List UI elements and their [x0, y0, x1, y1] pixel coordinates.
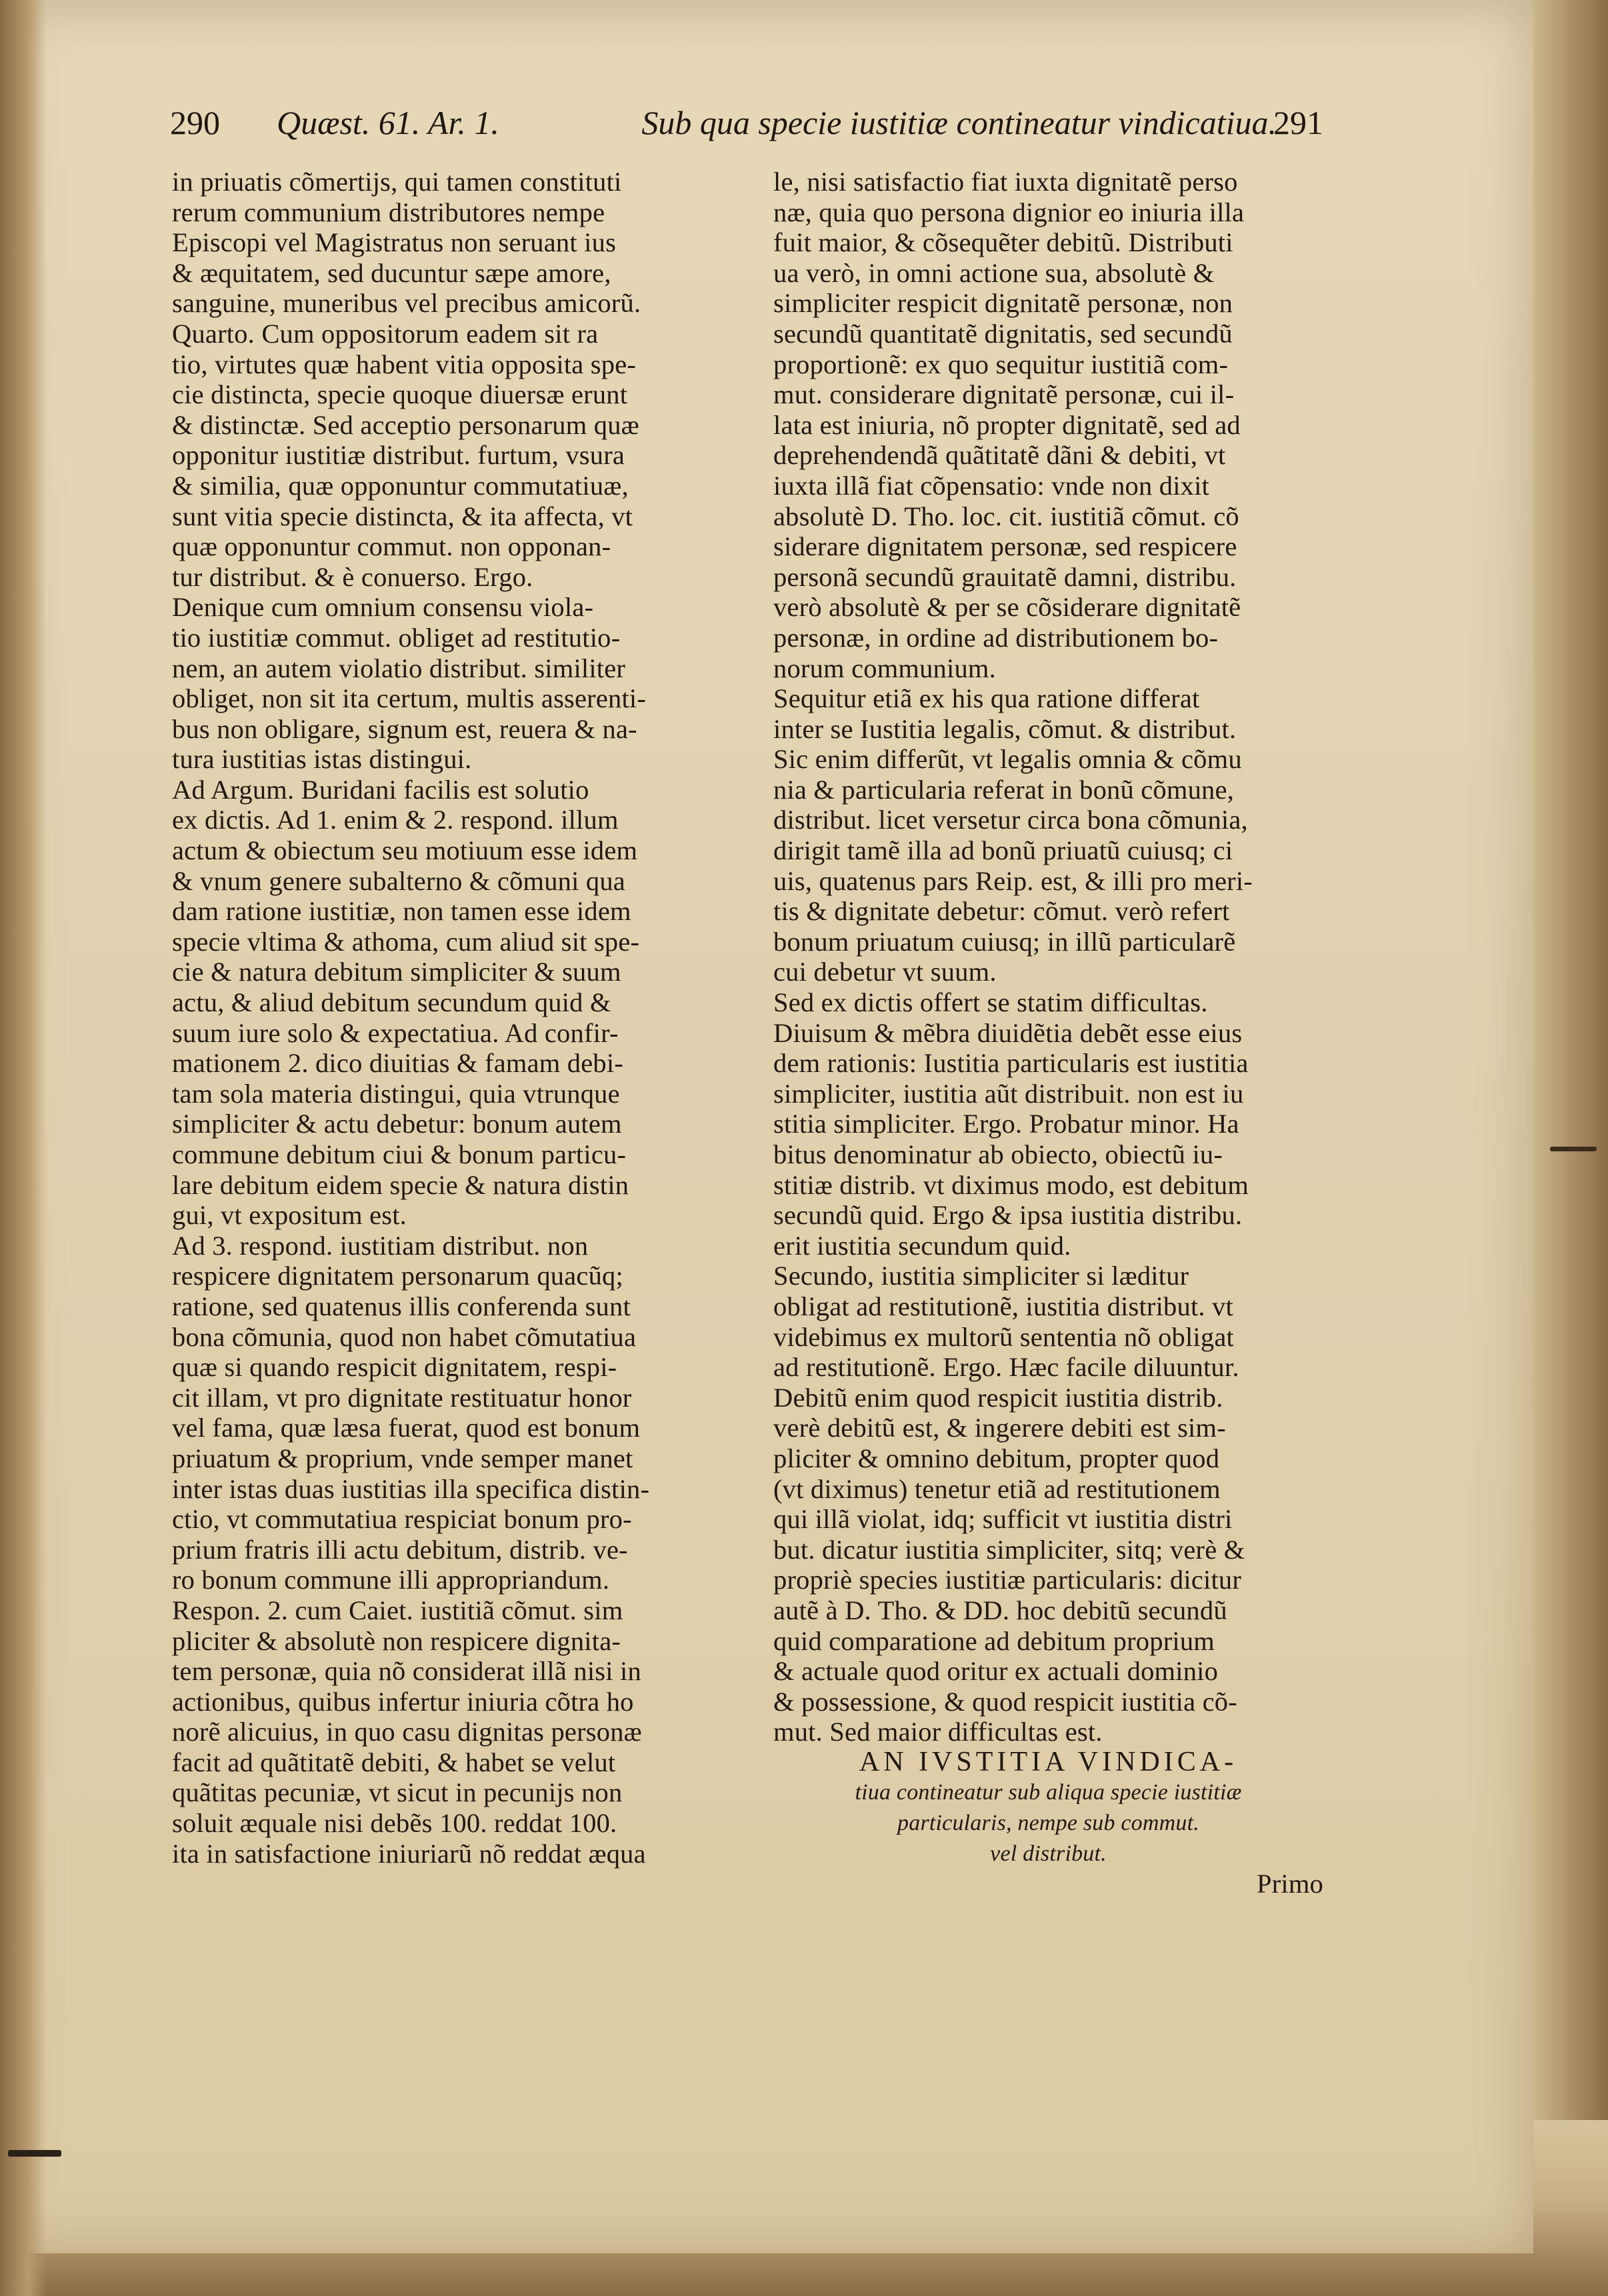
left-column-text-line: quæ si quando respicit dignitatem, respi-: [172, 1352, 617, 1383]
right-column-text-line: uis, quatenus pars Reip. est, & illi pro meri-: [773, 865, 1253, 896]
right-column-text-line: le, nisi satisfactio fiat iuxta dignitatẽ perso: [773, 167, 1238, 197]
left-column-text-line: simpliciter & actu debetur: bonum autem: [172, 1109, 622, 1139]
page-number-left: 290: [170, 104, 220, 141]
right-column-text-line: Secundo, iustitia simpliciter si læditur: [773, 1261, 1189, 1291]
left-column-text-line: norẽ alicuius, in quo casu dignitas personæ: [172, 1717, 642, 1747]
right-column-text-line: but. dicatur iustitia simpliciter, sitq; verè &: [773, 1534, 1245, 1565]
right-column-text-line: simpliciter respicit dignitatẽ personæ, non: [773, 288, 1233, 319]
section-subheading-line: vel distribut.: [990, 1841, 1107, 1866]
right-column-text-line: Sed ex dictis offert se statim difficultas.: [773, 987, 1208, 1018]
right-column-text-line: qui illã violat, idq; sufficit vt iustitia distri: [773, 1504, 1233, 1535]
catchword: Primo: [1256, 1869, 1323, 1899]
right-column: [773, 167, 1323, 1899]
left-column-text-line: ratione, sed quatenus illis conferenda sunt: [172, 1291, 631, 1321]
right-column-text-line: secundũ quantitatẽ dignitatis, sed secundũ: [773, 318, 1233, 349]
left-column-text-line: commune debitum ciui & bonum particu-: [172, 1139, 627, 1169]
right-column-text-line: nia & particularia referat in bonũ cõmune,: [773, 774, 1234, 805]
right-column-text-line: distribut. licet versetur circa bona cõmunia,: [773, 805, 1248, 835]
left-column-text-line: obliget, non sit ita certum, multis asserenti-: [172, 683, 647, 714]
section-subheading-line: tiua contineatur sub aliqua specie iustitiæ: [855, 1780, 1242, 1805]
left-column-text-line: nem, an autem violatio distribut. similiter: [172, 653, 626, 683]
left-column-text-line: pliciter & absolutè non respicere dignita-: [172, 1625, 621, 1656]
left-column-text-line: Respon. 2. cum Caiet. iustitiã cõmut. sim: [172, 1595, 623, 1625]
right-column-text-line: Sic enim differũt, vt legalis omnia & cõmu: [773, 744, 1242, 775]
binding-gutter: [0, 0, 47, 2296]
left-column-text-line: prium fratris illi actu debitum, distrib. ve-: [172, 1534, 628, 1565]
left-column-text-line: bus non obligare, signum est, reuera & na-: [172, 713, 637, 744]
left-column-text-line: Ad 3. respond. iustitiam distribut. non: [172, 1230, 589, 1261]
left-column-text-line: opponitur iustitiæ distribut. furtum, vsura: [172, 440, 625, 471]
left-column-text-line: sanguine, muneribus vel precibus amicorũ.: [172, 288, 641, 319]
left-column-text-line: Denique cum omnium consensu viola-: [172, 592, 594, 623]
running-header: [170, 103, 1323, 157]
left-column-text-line: ex dictis. Ad 1. enim & 2. respond. illum: [172, 805, 619, 835]
left-column: [172, 167, 719, 1869]
right-column-text-line: cui debetur vt suum.: [773, 957, 997, 987]
left-column-text-line: & vnum genere subalterno & cõmuni qua: [172, 865, 625, 896]
left-column-text-line: respicere dignitatem personarum quacũq;: [172, 1261, 623, 1291]
left-column-text-line: facit ad quãtitatẽ debiti, & habet se velut: [172, 1747, 616, 1777]
section-heading: AN IVSTITIA VINDICA-: [859, 1747, 1238, 1777]
right-column-text-line: secundũ quid. Ergo & ipsa iustitia distribu.: [773, 1200, 1243, 1231]
left-column-text-line: inter istas duas iustitias illa specifica distin-: [172, 1473, 650, 1504]
left-column-text-line: lare debitum eidem specie & natura distin: [172, 1169, 629, 1200]
left-column-text-line: tio, virtutes quæ habent vitia opposita spe-: [172, 349, 637, 379]
left-column-text-line: ita in satisfactione iniuriarũ nõ reddat æqua: [172, 1838, 646, 1869]
left-column-text-line: cit illam, vt pro dignitate restituatur honor: [172, 1382, 632, 1413]
right-column-text-line: personæ, in ordine ad distributionem bo-: [773, 622, 1219, 653]
left-column-text-line: specie vltima & athoma, cum aliud sit spe-: [172, 926, 640, 957]
right-column-text-line: absolutè D. Tho. loc. cit. iustitiã cõmut. cõ: [773, 501, 1239, 531]
left-column-text-line: sunt vitia specie distincta, & ita affecta, vt: [172, 501, 633, 531]
right-column-text-line: Diuisum & mẽbra diuidẽtia debẽt esse eius: [773, 1017, 1243, 1048]
right-column-text-line: & possessione, & quod respicit iustitia cõ-: [773, 1686, 1237, 1717]
ink-mark-left: [8, 2150, 61, 2157]
left-column-text-line: & æquitatem, sed ducuntur sæpe amore,: [172, 257, 611, 288]
right-column-text-line: Debitũ enim quod respicit iustitia distrib.: [773, 1382, 1223, 1413]
left-column-text-line: quãtitas pecuniæ, vt sicut in pecunijs non: [172, 1777, 623, 1808]
right-column-text-line: pliciter & omnino debitum, propter quod: [773, 1443, 1220, 1473]
right-column-text-line: tis & dignitate debetur: cõmut. verò refert: [773, 896, 1230, 927]
right-column-text-line: deprehendendã quãtitatẽ dãni & debiti, vt: [773, 440, 1226, 471]
left-column-text-line: & distinctæ. Sed acceptio personarum quæ: [172, 409, 639, 440]
right-column-text-line: siderare dignitatem personæ, sed respicere: [773, 531, 1237, 562]
section-subheading-line: particularis, nempe sub commut.: [897, 1811, 1199, 1836]
left-column-text-line: ro bonum commune illi appropriandum.: [172, 1565, 610, 1595]
left-column-text-line: rerum communium distributores nempe: [172, 197, 605, 227]
left-column-text-line: bona cõmunia, quod non habet cõmutatiua: [172, 1321, 637, 1352]
right-column-text-line: fuit maior, & cõsequẽter debitũ. Distributi: [773, 227, 1233, 258]
right-column-text-line: stitia simpliciter. Ergo. Probatur minor. Ha: [773, 1109, 1239, 1139]
right-column-text-line: simpliciter, iustitia aũt distribuit. non est iu: [773, 1078, 1244, 1109]
left-column-text-line: mationem 2. dico diuitias & famam debi-: [172, 1048, 624, 1079]
left-column-text-line: tur distribut. & è conuerso. Ergo.: [172, 561, 533, 592]
left-column-text-line: actionibus, quibus infertur iniuria cõtra ho: [172, 1686, 634, 1717]
left-column-text-line: quæ opponuntur commut. non opponan-: [172, 531, 611, 562]
right-column-text-line: ad restitutionẽ. Ergo. Hæc facile diluuntur.: [773, 1352, 1239, 1383]
right-column-text-line: videbimus ex multorũ sententia nõ obligat: [773, 1321, 1234, 1352]
left-column-text-line: dam ratione iustitiæ, non tamen esse idem: [172, 896, 631, 927]
right-column-text-line: (vt diximus) tenetur etiã ad restitutionem: [773, 1473, 1221, 1504]
right-column-text-line: personã secundũ grauitatẽ damni, distribu.: [773, 561, 1237, 592]
right-column-text-line: lata est iniuria, nõ propter dignitatẽ, sed ad: [773, 409, 1241, 440]
right-column-text-line: inter se Iustitia legalis, cõmut. & distribut.: [773, 713, 1237, 744]
right-column-text-line: verè debitũ est, & ingerere debiti est sim-: [773, 1413, 1226, 1443]
left-column-text-line: actum & obiectum seu motiuum esse idem: [172, 835, 638, 866]
left-column-text-line: soluit æquale nisi debẽs 100. reddat 100.: [172, 1808, 617, 1839]
right-column-text-line: norum communium.: [773, 653, 996, 683]
right-column-text-line: quid comparatione ad debitum proprium: [773, 1625, 1215, 1656]
left-column-text-line: Ad Argum. Buridani facilis est solutio: [172, 774, 589, 805]
left-column-text-line: suum iure solo & expectatiua. Ad confir-: [172, 1017, 619, 1048]
right-column-text-line: propriè species iustitiæ particularis: dicitur: [773, 1565, 1242, 1595]
right-column-text-line: & actuale quod oritur ex actuali dominio: [773, 1656, 1219, 1687]
left-column-text-line: gui, vt expositum est.: [172, 1200, 407, 1231]
right-column-text-line: bonum priuatum cuiusq; in illũ particularẽ: [773, 926, 1236, 957]
left-column-text-line: ctio, vt commutatiua respiciat bonum pro-: [172, 1504, 632, 1535]
left-column-text-line: & similia, quæ opponuntur commutatiuæ,: [172, 470, 629, 501]
right-column-text-line: dirigit tamẽ illa ad bonũ priuatũ cuiusq; ci: [773, 835, 1233, 866]
right-column-text-line: mut. considerare dignitatẽ personæ, cui il-: [773, 379, 1235, 410]
left-column-text-line: priuatum & proprium, vnde semper manet: [172, 1443, 633, 1473]
page-number-right: 291: [1273, 104, 1323, 141]
right-column-text-line: stitiæ distrib. vt diximus modo, est debitum: [773, 1169, 1249, 1200]
right-column-text-line: autẽ à D. Tho. & DD. hoc debitũ secundũ: [773, 1595, 1227, 1625]
right-column-text-line: proportionẽ: ex quo sequitur iustitiã com-: [773, 349, 1229, 379]
left-column-text-line: vel fama, quæ læsa fuerat, quod est bonum: [172, 1413, 641, 1443]
left-column-text-line: actu, & aliud debitum secundum quid &: [172, 987, 611, 1018]
right-column-text-line: iuxta illã fiat cõpensatio: vnde non dixit: [773, 470, 1210, 501]
right-column-text-line: næ, quia quo persona dignior eo iniuria illa: [773, 197, 1245, 227]
right-column-text-line: ua verò, in omni actione sua, absolutè &: [773, 257, 1215, 288]
left-column-text-line: tem personæ, quia nõ considerat illã nisi in: [172, 1656, 641, 1687]
ink-mark-right: [1550, 1147, 1597, 1151]
left-column-text-line: tio iustitiæ commut. obliget ad restitutio-: [172, 622, 621, 653]
question-article-ref: Quæst. 61. Ar. 1.: [277, 104, 499, 141]
left-column-text-line: Episcopi vel Magistratus non seruant ius: [172, 227, 617, 258]
right-column-text-line: obligat ad restitutionẽ, iustitia distribut. vt: [773, 1291, 1233, 1321]
right-column-text-line: verò absolutè & per se cõsiderare dignitatẽ: [773, 592, 1241, 623]
running-title: Sub qua specie iustitiæ contineatur vindicatiua.: [641, 104, 1277, 141]
right-column-text-line: erit iustitia secundum quid.: [773, 1230, 1071, 1261]
right-column-text-line: bitus denominatur ab obiecto, obiectũ iu-: [773, 1139, 1223, 1169]
left-column-text-line: tam sola materia distingui, quia vtrunque: [172, 1078, 620, 1109]
left-column-text-line: cie & natura debitum simpliciter & suum: [172, 957, 621, 987]
left-column-text-line: tura iustitias istas distingui.: [172, 744, 472, 775]
left-column-text-line: cie distincta, specie quoque diuersæ erunt: [172, 379, 628, 410]
right-column-text-line: Sequitur etiã ex his qua ratione differat: [773, 683, 1200, 714]
right-column-text-line: dem rationis: Iustitia particularis est iustitia: [773, 1048, 1249, 1079]
left-column-text-line: Quarto. Cum oppositorum eadem sit ra: [172, 318, 599, 349]
right-column-text-line: mut. Sed maior difficultas est.: [773, 1717, 1103, 1747]
left-column-text-line: in priuatis cõmertijs, qui tamen constituti: [172, 167, 622, 197]
